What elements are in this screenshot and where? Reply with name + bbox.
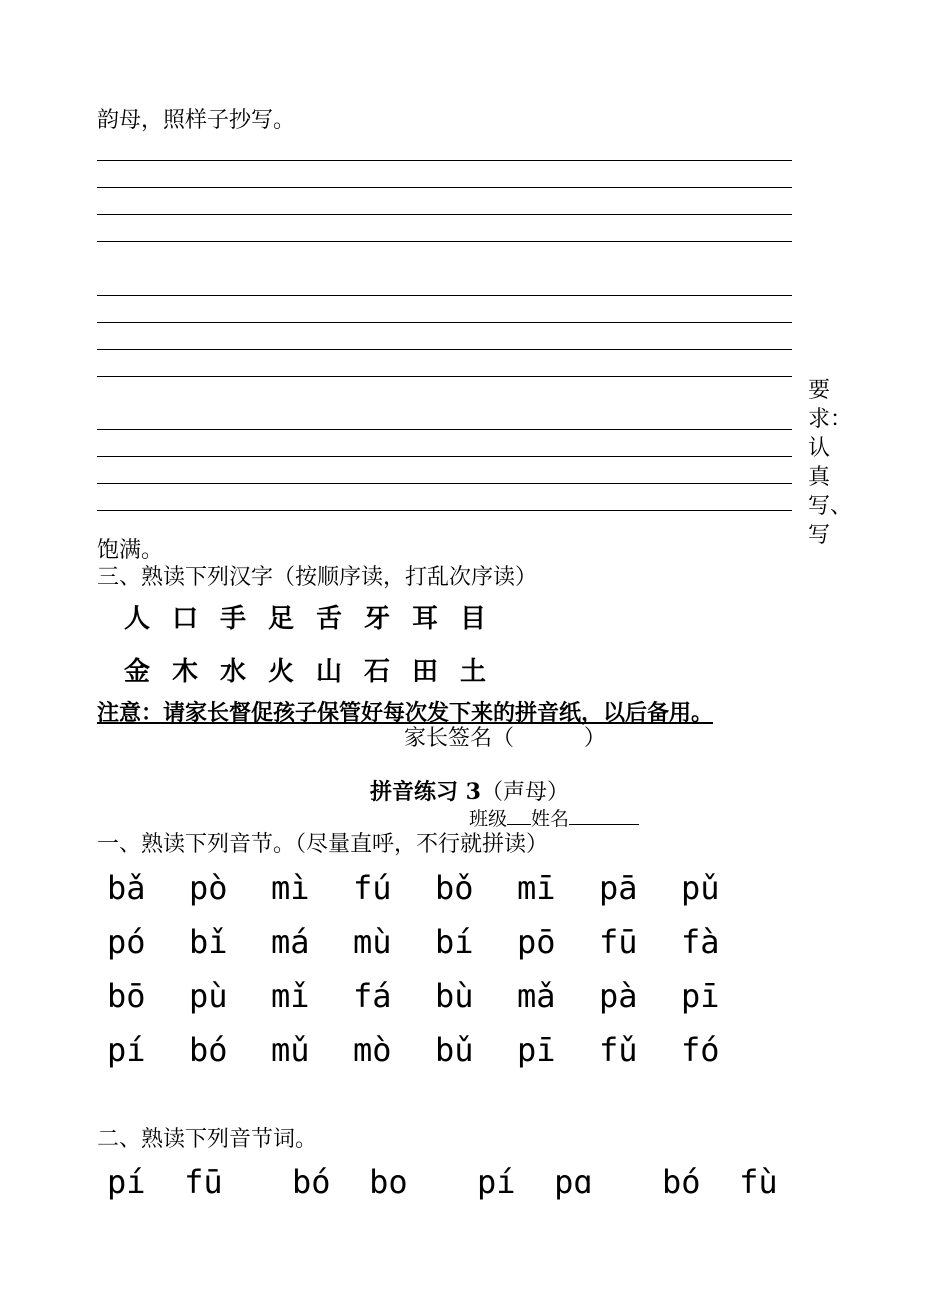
pinyin-syllable: bǐ: [189, 923, 228, 961]
class-label: 班级: [469, 808, 508, 830]
pinyin-syllable: mò: [353, 1031, 392, 1069]
pinyin-syllable: fà: [681, 923, 720, 961]
pinyin-syllable: pù: [189, 977, 228, 1015]
pinyin-syllable: pī: [681, 977, 720, 1015]
pinyin-row-3: [107, 978, 763, 1014]
pinyin-syllable: fú: [353, 869, 392, 907]
requirement-continuation: 饱满。: [97, 538, 164, 563]
pinyin-syllable: pā: [599, 869, 638, 907]
name-label: 姓名: [531, 808, 570, 830]
parent-notice: 注意：请家长督促孩子保管好每次发下来的拼音纸，以后备用。: [97, 700, 714, 726]
copy-instruction: 韵母，照样子抄写。: [97, 108, 296, 133]
pinyin-syllable: pò: [189, 869, 228, 907]
writing-line: [97, 214, 792, 215]
pinyin-syllable: mì: [271, 869, 310, 907]
pinyin-syllable: fá: [353, 977, 392, 1015]
name-blank: [569, 806, 639, 825]
pinyin-syllable: mǔ: [271, 1031, 310, 1069]
pinyin-syllable: mǎ: [517, 977, 556, 1015]
hanzi-char: 水: [220, 657, 247, 687]
pinyin-syllable: bù: [435, 977, 474, 1015]
pinyin-word: pí fū: [107, 1163, 223, 1201]
hanzi-char: 耳: [412, 604, 439, 634]
section-three-heading: 三、熟读下列汉字（按顺序读，打乱次序读）: [97, 565, 538, 590]
hanzi-char: 人: [124, 604, 151, 634]
writing-line: [97, 295, 792, 296]
pinyin-syllable: bō: [107, 977, 146, 1015]
writing-line: [97, 187, 792, 188]
pinyin-syllable: mǐ: [271, 977, 310, 1015]
exercise-title-subtitle: （声母）: [480, 780, 569, 805]
hanzi-char: 山: [316, 657, 343, 687]
hanzi-char: 田: [412, 657, 439, 687]
hanzi-char: 火: [268, 657, 295, 687]
class-name-line: [469, 806, 639, 830]
section-two-heading: 二、熟读下列音节词。: [97, 1127, 318, 1152]
pinyin-word: bó bo: [292, 1163, 408, 1201]
pinyin-syllable: mī: [517, 869, 556, 907]
pinyin-syllable: pī: [517, 1031, 556, 1069]
pinyin-syllable: bǔ: [435, 1031, 474, 1069]
hanzi-char: 石: [364, 657, 391, 687]
writing-line: [97, 510, 792, 511]
exercise-title: [370, 779, 569, 806]
pinyin-syllable: má: [271, 923, 310, 961]
hanzi-char: 目: [460, 604, 487, 634]
pinyin-word: bó fù: [662, 1163, 778, 1201]
pinyin-row-4: [107, 1032, 763, 1068]
pinyin-syllable: pà: [599, 977, 638, 1015]
hanzi-char: 手: [220, 604, 247, 634]
pinyin-syllable: bǒ: [435, 869, 474, 907]
hanzi-char: 木: [172, 657, 199, 687]
section-one-heading: 一、熟读下列音节。（尽量直呼，不行就拼读）: [97, 832, 549, 857]
side-requirement-note: 要求：认真写、写: [808, 378, 853, 548]
writing-line: [97, 376, 792, 377]
writing-line: [97, 241, 792, 242]
pinyin-syllable: fū: [599, 923, 638, 961]
pinyin-syllable: pó: [107, 923, 146, 961]
writing-line: [97, 429, 792, 430]
exercise-title-main: 拼音练习 3: [370, 779, 481, 805]
pinyin-syllable: pǔ: [681, 869, 720, 907]
pinyin-row-1: [107, 870, 763, 906]
hanzi-char: 金: [124, 657, 151, 687]
parent-signature: 家长签名（ ）: [404, 726, 606, 751]
pinyin-syllable: fó: [681, 1031, 720, 1069]
pinyin-syllable: bǎ: [107, 869, 146, 907]
pinyin-syllable: fǔ: [599, 1031, 638, 1069]
pinyin-syllable: mù: [353, 923, 392, 961]
pinyin-word-row: [107, 1164, 847, 1200]
writing-line: [97, 349, 792, 350]
hanzi-char: 足: [268, 604, 295, 634]
hanzi-char: 舌: [316, 604, 343, 634]
writing-line: [97, 160, 792, 161]
hanzi-char: 口: [172, 604, 199, 634]
pinyin-syllable: pō: [517, 923, 556, 961]
pinyin-word: pí pɑ: [477, 1163, 593, 1201]
hanzi-row-2: [124, 657, 508, 687]
pinyin-syllable: bí: [435, 923, 474, 961]
hanzi-row-1: [124, 604, 508, 634]
writing-line: [97, 322, 792, 323]
hanzi-char: 土: [460, 657, 487, 687]
hanzi-char: 牙: [364, 604, 391, 634]
writing-line: [97, 483, 792, 484]
writing-line: [97, 456, 792, 457]
pinyin-syllable: bó: [189, 1031, 228, 1069]
class-blank: [507, 806, 531, 825]
pinyin-row-2: [107, 924, 763, 960]
pinyin-syllable: pí: [107, 1031, 146, 1069]
